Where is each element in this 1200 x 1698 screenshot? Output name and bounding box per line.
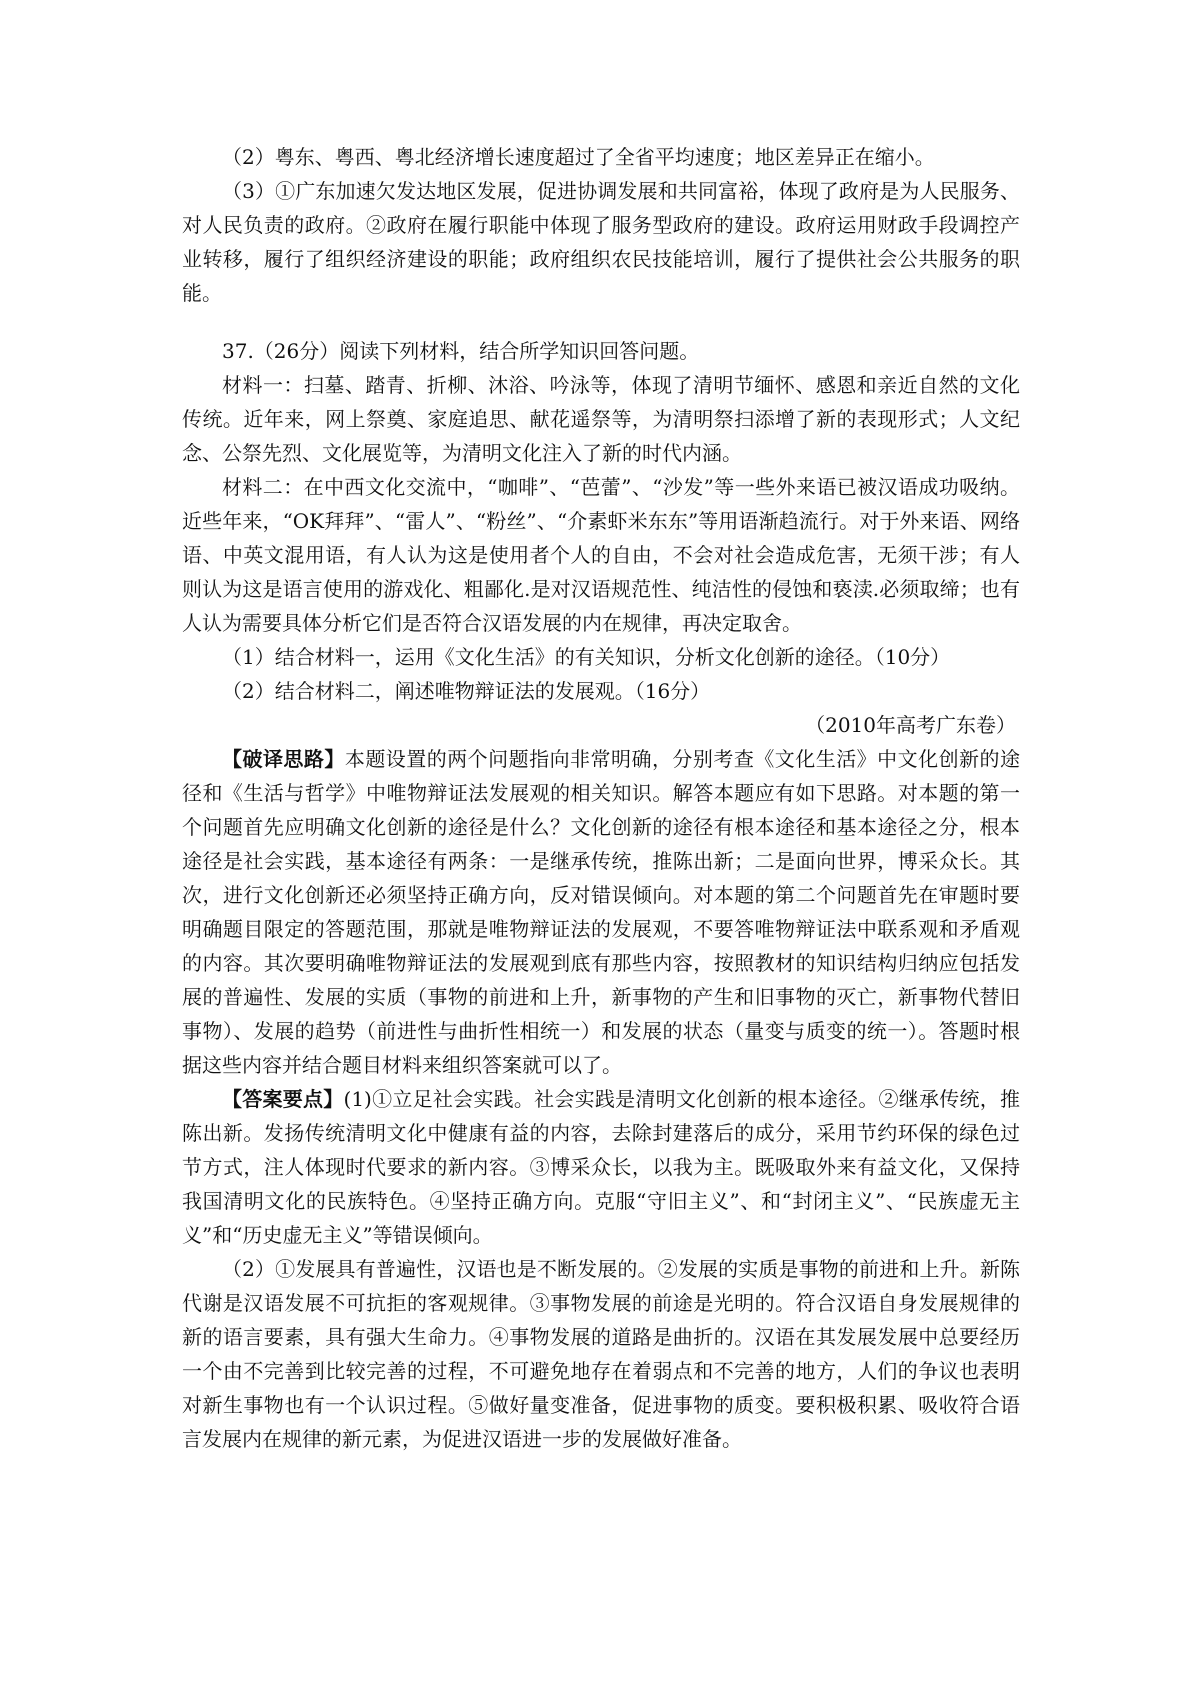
analysis-label: 【破译思路】	[222, 747, 345, 771]
analysis-text: 本题设置的两个问题指向非常明确，分别考查《文化生活》中文化创新的途径和《生活与哲学》中唯物辩证法发展观的相关知识。解答本题应有如下思路。对本题的第一个问题首先应明确文化创新的途径是什么？文化创新的途径有根本途径和基本途径之分，根本途径是社会实践，基本途径有两条：一是继承传统，推陈出新；二是面向世界，博采众长。其次，进行文化创新还必须坚持正确方向，反对错误倾向。对本题的第二个问题首先在审题时要明确题目限定的答题范围，那就是唯物辩证法的发展观，不要答唯物辩证法中联系观和矛盾观的内容。其次要明确唯物辩证法的发展观到底有那些内容，按照教材的知识结构归纳应包括发展的普遍性、发展的实质（事物的前进和上升，新事物的产生和旧事物的灭亡，新事物代替旧事物）、发展的趋势（前进性与曲折性相统一）和发展的状态（量变与质变的统一）。答题时根据这些内容并结合题目材料来组织答案就可以了。	[182, 747, 1021, 1077]
prev-answer-part3: （3）①广东加速欠发达地区发展，促进协调发展和共同富裕，体现了政府是为人民服务、对人民负责的政府。②政府在履行职能中体现了服务型政府的建设。政府运用财政手段调控产业转移，履行了组织经济建设的职能；政府组织农民技能培训，履行了提供社会公共服务的职能。	[182, 179, 1020, 305]
prev-answer-part2: （2）粤东、粤西、粤北经济增长速度超过了全省平均速度；地区差异正在缩小。	[222, 145, 935, 169]
answer-label: 【答案要点】	[222, 1087, 344, 1111]
document-page	[182, 140, 1020, 1456]
answer-part2: （2）①发展具有普遍性，汉语也是不断发展的。②发展的实质是事物的前进和上升。新陈代谢是汉语发展不可抗拒的客观规律。③事物发展的前途是光明的。符合汉语自身发展规律的新的语言要素，具有强大生命力。④事物发展的道路是曲折的。汉语在其发展发展中总要经历一个由不完善到比较完善的过程，不可避免地存在着弱点和不完善的地方，人们的争议也表明对新生事物也有一个认识过程。⑤做好量变准备，促进事物的质变。要积极积累、吸收符合语言发展内在规律的新元素，为促进汉语进一步的发展做好准备。	[182, 1257, 1020, 1451]
question-two: （2）结合材料二，阐述唯物辩证法的发展观。（16分）	[222, 679, 711, 703]
section-gap	[182, 310, 1020, 334]
answer-paragraph-1	[182, 1082, 1020, 1252]
question-one: （1）结合材料一，运用《文化生活》的有关知识，分析文化创新的途径。（10分）	[222, 645, 951, 669]
answer-part1: (1)①立足社会实践。社会实践是清明文化创新的根本途径。②继承传统，推陈出新。发扬传统清明文化中健康有益的内容，去除封建落后的成分，采用节约环保的绿色过节方式，注人体现时代要求的新内容。③博采众长，以我为主。既吸取外来有益文化，又保持我国清明文化的民族特色。④坚持正确方向。克服“守旧主义”、和“封闭主义”、“民族虚无主义”和“历史虚无主义”等错误倾向。	[182, 1087, 1020, 1247]
analysis-paragraph	[182, 742, 1020, 1082]
question-source: （2010年高考广东卷）	[805, 713, 1016, 737]
material-one: 材料一：扫墓、踏青、折柳、沐浴、吟泳等，体现了清明节缅怀、感恩和亲近自然的文化传统。近年来，网上祭奠、家庭追思、献花遥祭等，为清明祭扫添增了新的表现形式；人文纪念、公祭先烈、文化展览等，为清明文化注入了新的时代内涵。	[182, 373, 1020, 465]
question-stem: 37.（26分）阅读下列材料，结合所学知识回答问题。	[222, 339, 700, 363]
material-two: 材料二：在中西文化交流中，“咖啡”、“芭蕾”、“沙发”等一些外来语已被汉语成功吸纳。近些年来，“OK拜拜”、“雷人”、“粉丝”、“介素虾米东东”等用语渐趋流行。对于外来语、网络语、中英文混用语，有人认为这是使用者个人的自由，不会对社会造成危害，无须干涉；有人则认为这是语言使用的游戏化、粗鄙化.是对汉语规范性、纯洁性的侵蚀和亵渎.必须取缔；也有人认为需要具体分析它们是否符合汉语发展的内在规律，再决定取舍。	[182, 475, 1020, 635]
